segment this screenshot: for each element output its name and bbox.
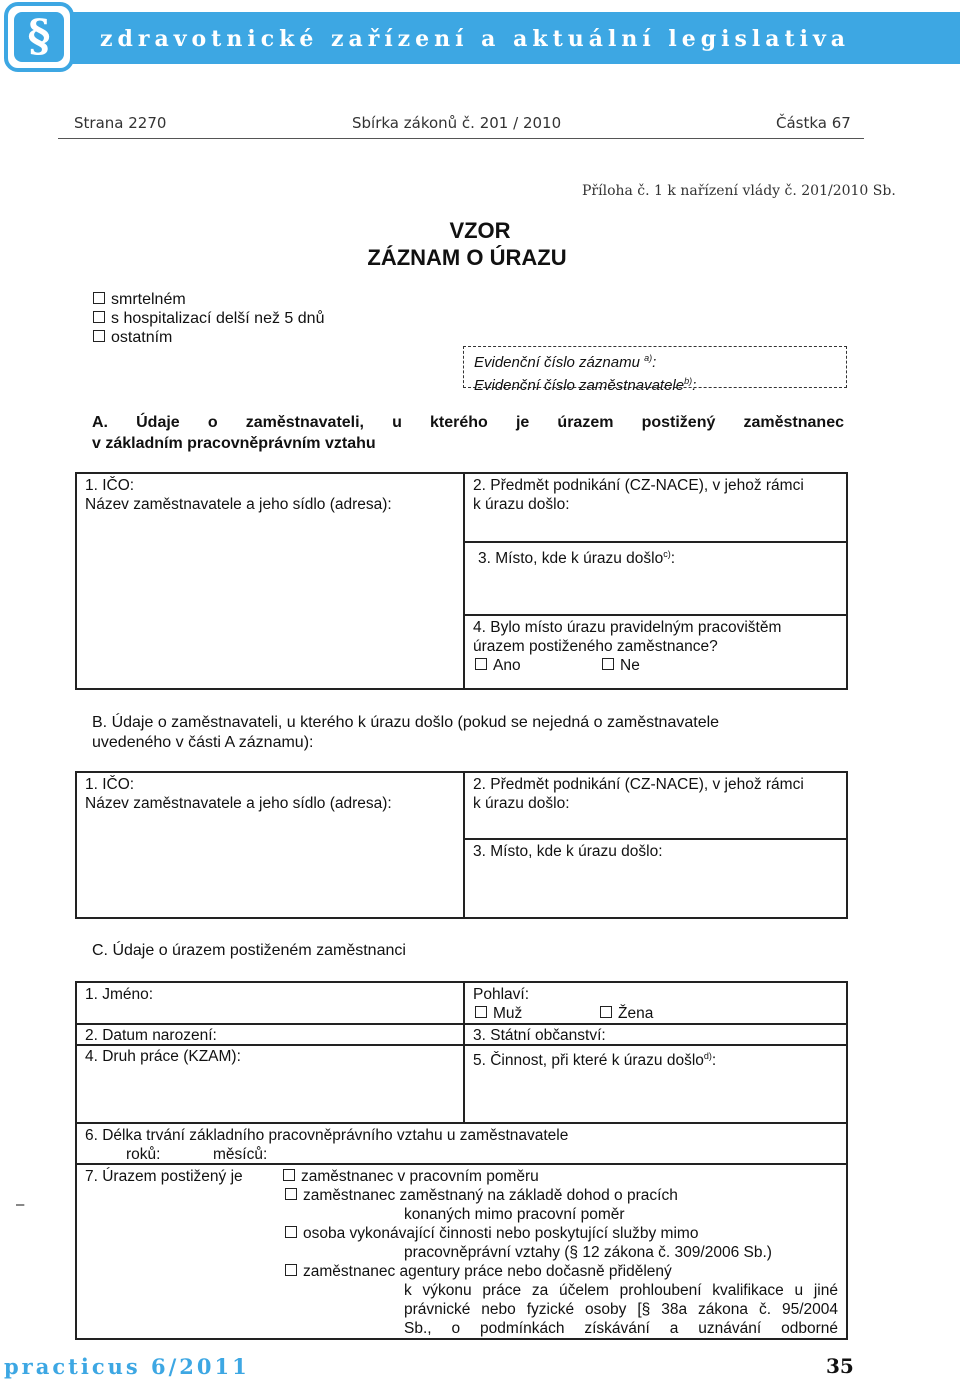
checkbox-icon	[600, 1006, 612, 1018]
form-title: ZÁZNAM O ÚRAZU	[367, 245, 567, 270]
employer-name-field-b: Název zaměstnavatele a jeho sídlo (adresa):	[85, 795, 392, 812]
option-p2: zaměstnanec zaměstnaný na základě dohod o pracích	[285, 1186, 678, 1205]
header-rule	[58, 138, 864, 139]
regular-workplace-field: 4. Bylo místo úrazu pravidelným pracovištěm	[473, 619, 782, 636]
business-field: 2. Předmět podnikání (CZ-NACE), v jehož rámci	[473, 477, 804, 494]
checkbox-icon	[285, 1264, 297, 1276]
option-zena: Žena	[600, 1004, 653, 1023]
option-other: ostatním	[93, 329, 172, 347]
option-muz: Muž	[475, 1004, 522, 1023]
name-field: 1. Jméno:	[85, 986, 154, 1003]
work-type-field: 4. Druh práce (KZAM):	[85, 1048, 241, 1065]
option-ne: Ne	[602, 656, 640, 675]
option-p3: osoba vykonávající činnosti nebo poskytující služby mimo	[285, 1224, 698, 1243]
employer-name-field: Název zaměstnavatele a jeho sídlo (adresa):	[85, 496, 392, 513]
birthdate-field: 2. Datum narození:	[85, 1027, 217, 1044]
margin-dash: –	[16, 1196, 25, 1213]
annex-label: Příloha č. 1 k nařízení vlády č. 201/2010 Sb.	[582, 183, 896, 199]
duration-field: 6. Délka trvání základního pracovněprávního vztahu u zaměstnavatele	[85, 1127, 569, 1144]
section-c-heading: C. Údaje o úrazem postiženém zaměstnanci	[92, 942, 406, 959]
gender-field: Pohlaví:	[473, 986, 530, 1003]
section-a-heading-2: v základním pracovněprávním vztahu	[92, 435, 376, 452]
checkbox-icon	[93, 330, 105, 342]
evidence-number-box: Evidenční číslo záznamu $^{a)}$: Evidenční číslo zaměstnavatele$^{b)}$:	[463, 346, 847, 388]
months-label: měsíců:	[213, 1146, 268, 1163]
business-field-b: 2. Předmět podnikání (CZ-NACE), v jehož rámci	[473, 776, 804, 793]
paragraph-logo-icon: §	[4, 2, 74, 72]
checkbox-icon	[475, 658, 487, 670]
collection-title: Sbírka zákonů č. 201 / 2010	[352, 114, 562, 132]
checkbox-icon	[602, 658, 614, 670]
checkbox-icon	[475, 1006, 487, 1018]
checkbox-icon	[285, 1226, 297, 1238]
checkbox-icon	[93, 292, 105, 304]
activity-field: 5. Činnost, při které k úrazu došlo$^{d)}$:	[473, 1051, 717, 1070]
option-fatal: smrtelném	[93, 291, 186, 309]
injured-type-field: 7. Úrazem postižený je	[85, 1168, 243, 1185]
page-number-left: Strana 2270	[74, 114, 167, 132]
years-label: roků:	[126, 1146, 161, 1163]
castka-label: Částka 67	[776, 114, 851, 132]
option-p4: zaměstnanec agentury práce nebo dočasně přidělený	[285, 1262, 672, 1281]
ico-field: 1. IČO:	[85, 477, 135, 494]
option-hospital: s hospitalizací delší než 5 dnů	[93, 310, 324, 328]
option-ano: Ano	[475, 656, 521, 675]
checkbox-icon	[93, 311, 105, 323]
option-p1: zaměstnanec v pracovním poměru	[283, 1167, 539, 1186]
footer-page-number: 35	[826, 1354, 854, 1378]
header-bar	[0, 0, 960, 80]
ico-field-b: 1. IČO:	[85, 776, 135, 793]
section-b-heading: B. Údaje o zaměstnavateli, u kterého k úrazu došlo (pokud se nejedná o zaměstnavatele	[92, 714, 720, 731]
place-field: 3. Místo, kde k úrazu došlo$^{c)}$:	[478, 549, 676, 568]
citizenship-field: 3. Státní občanství:	[473, 1027, 606, 1044]
checkbox-icon	[283, 1169, 295, 1181]
place-field-b: 3. Místo, kde k úrazu došlo:	[473, 843, 663, 860]
form-title-vzor: VZOR	[449, 218, 511, 243]
checkbox-icon	[285, 1188, 297, 1200]
section-b-heading-2: uvedeného v části A záznamu):	[92, 734, 314, 751]
header-title: zdravotnické zařízení a aktuální legislativa	[100, 26, 851, 52]
footer-magazine: practicus 6/2011	[4, 1354, 250, 1379]
section-a-heading: A. Údaje o zaměstnavateli, u kterého je úrazem postižený zaměstnanec	[92, 414, 844, 431]
